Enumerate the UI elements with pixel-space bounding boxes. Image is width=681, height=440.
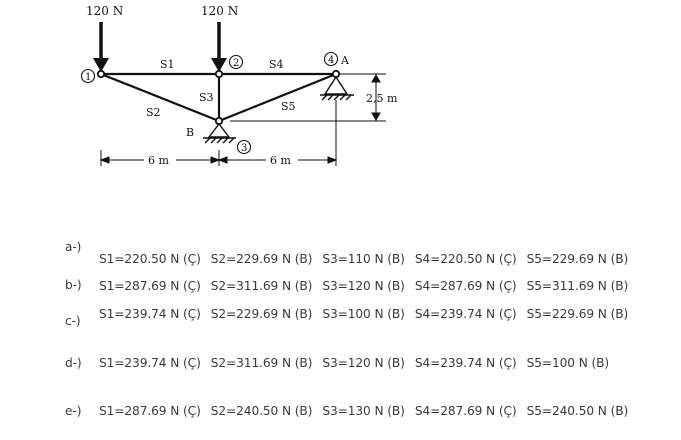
option-a-s4: S4=220.50 N (Ç) [414,252,517,266]
option-text-c[interactable] [99,307,638,321]
option-e-s3: S3=130 N (B) [322,404,405,418]
option-e-s4: S4=287.69 N (Ç) [414,404,517,418]
height-dimension-label: 2,5 m [366,92,398,105]
member-label-s2: S2 [146,106,161,119]
option-d-s1: S1=239.74 N (Ç) [99,356,201,370]
option-e-s1: S1=287.69 N (Ç) [99,404,201,418]
option-text-b[interactable] [99,279,638,293]
option-letter-c: c-) [65,314,81,328]
member-label-s4: S4 [269,58,284,71]
option-text-a[interactable] [99,252,638,266]
option-letter-e: e-) [65,404,82,418]
member-label-s5: S5 [281,100,296,113]
option-letter-b: b-) [65,278,82,292]
member-label-s1: S1 [160,58,175,71]
load-label-left: 120 N [86,4,124,18]
member-label-s3: S3 [199,91,214,104]
option-e-s2: S2=240.50 N (B) [210,404,313,418]
svg-text:4: 4 [328,55,335,66]
svg-text:3: 3 [241,143,248,154]
option-c-s5: S5=229.69 N (B) [526,307,629,321]
span-dimension-left-label: 6 m [148,154,169,167]
option-a-s2: S2=229.69 N (B) [210,252,313,266]
option-letter-a: a-) [65,240,82,254]
svg-text:1: 1 [85,72,92,83]
option-b-s4: S4=287.69 N (Ç) [414,279,517,293]
svg-text:2: 2 [233,58,240,69]
span-dimension-right-label: 6 m [270,154,291,167]
support-label-b: B [186,126,195,139]
option-letter-d: d-) [65,356,82,370]
option-a-s5: S5=229.69 N (B) [526,252,629,266]
option-b-s5: S5=311.69 N (B) [526,279,629,293]
option-a-s1: S1=220.50 N (Ç) [99,252,201,266]
option-c-s3: S3=100 N (B) [322,307,405,321]
option-a-s3: S3=110 N (B) [322,252,405,266]
option-d-s3: S3=120 N (B) [322,356,405,370]
option-b-s2: S2=311.69 N (B) [210,279,313,293]
support-label-a: A [341,54,349,67]
option-c-s1: S1=239.74 N (Ç) [99,307,201,321]
option-c-s2: S2=229.69 N (B) [210,307,313,321]
option-c-s4: S4=239.74 N (Ç) [414,307,517,321]
option-b-s3: S3=120 N (B) [322,279,405,293]
option-text-d[interactable] [99,356,619,370]
option-b-s1: S1=287.69 N (Ç) [99,279,201,293]
option-d-s4: S4=239.74 N (Ç) [414,356,517,370]
option-d-s5: S5=100 N (B) [526,356,610,370]
option-text-e[interactable] [99,404,638,418]
option-d-s2: S2=311.69 N (B) [210,356,313,370]
load-label-middle: 120 N [201,4,239,18]
option-e-s5: S5=240.50 N (B) [526,404,629,418]
